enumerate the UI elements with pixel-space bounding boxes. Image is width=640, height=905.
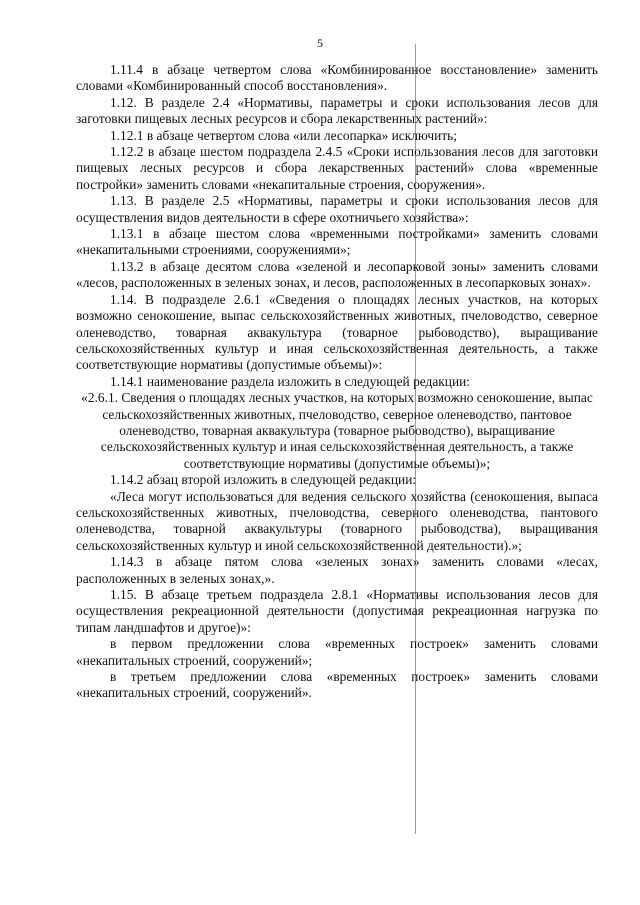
paragraph: 1.12.1 в абзаце четвертом слова «или лесопарка» исключить; (110, 127, 457, 143)
document-body (76, 62, 598, 702)
paragraph: 1.14. В подразделе 2.6.1 «Сведения о площадях лесных участков, на которых возможно сенокошение, выпас сельскохозяйственных животных, пчеловодство, северное оленеводство, товарная аквакультура (товарное рыбоводство), выращивание сельскохозяйственных культур и иная сельскохозяйственная деятельность, а также соответствующие нормативы (допустимые объемы)»: (76, 291, 598, 373)
paragraph: «Леса могут использоваться для ведения сельского хозяйства (сенокошения, выпаса сельскохозяйственных животных, пчеловодства, северного оленеводства, пантового оленеводства, товарной аквакультуры (товарного рыбоводства), выращивания сельскохозяйственных культур и иной сельскохозяйственной деятельности).»; (76, 488, 598, 553)
paragraph: «2.6.1. Сведения о площадях лесных участков, на которых возможно сенокошение, выпас сельскохозяйственных животных, пчеловодство, северное оленеводство, пантовое оленеводство, товарная аквакультура (товарное рыбоводство), выращивание сельскохозяйственных культур и иная сельскохозяйственная деятельность, а также соответствующие нормативы (допустимые объемы)»; (81, 390, 593, 471)
paragraph: 1.14.2 абзац второй изложить в следующей редакции: (110, 472, 417, 488)
paragraph: 1.12.2 в абзаце шестом подраздела 2.4.5 «Сроки использования лесов для заготовки пищевых лесных ресурсов и сбора лекарственных растений» слова «временные постройки» заменить словами «некапитальные строения, сооружения». (76, 144, 598, 192)
paragraph: в третьем предложении слова «временных построек» заменить словами «некапитальных строений, сооружений». (76, 669, 598, 701)
page-number: 5 (317, 36, 323, 50)
paragraph: 1.15. В абзаце третьем подраздела 2.8.1 «Нормативы использования лесов для осуществления рекреационной деятельности (допустимая рекреационная нагрузка по типам ландшафтов и другое)»: (76, 587, 598, 635)
paragraph: 1.13.1 в абзаце шестом слова «временными постройками» заменить словами «некапитальными строениями, сооружениями»; (76, 226, 598, 258)
paragraph: в первом предложении слова «временных построек» заменить словами «некапитальных строений, сооружений»; (76, 636, 598, 668)
paragraph: 1.13.2 в абзаце десятом слова «зеленой и лесопарковой зоны» заменить словами «лесов, расположенных в зеленых зонах, и лесов, расположенных в лесопарковых зонах». (76, 258, 598, 291)
paragraph: 1.14.1 наименование раздела изложить в следующей редакции: (110, 373, 471, 389)
paragraph: 1.11.4 в абзаце четвертом слова «Комбинированное восстановление» заменить словами «Комбинированный способ восстановления». (76, 62, 598, 94)
paragraph: 1.13. В разделе 2.5 «Нормативы, параметры и сроки использования лесов для осуществления видов деятельности в сфере охотничьего хозяйства»: (76, 193, 598, 225)
paragraph: 1.12. В разделе 2.4 «Нормативы, параметры и сроки использования лесов для заготовки пищевых лесных ресурсов и сбора лекарственных растений»: (76, 94, 598, 127)
paragraph: 1.14.3 в абзаце пятом слова «зеленых зонах» заменить словами «лесах, расположенных в зеленых зонах,». (76, 554, 598, 586)
